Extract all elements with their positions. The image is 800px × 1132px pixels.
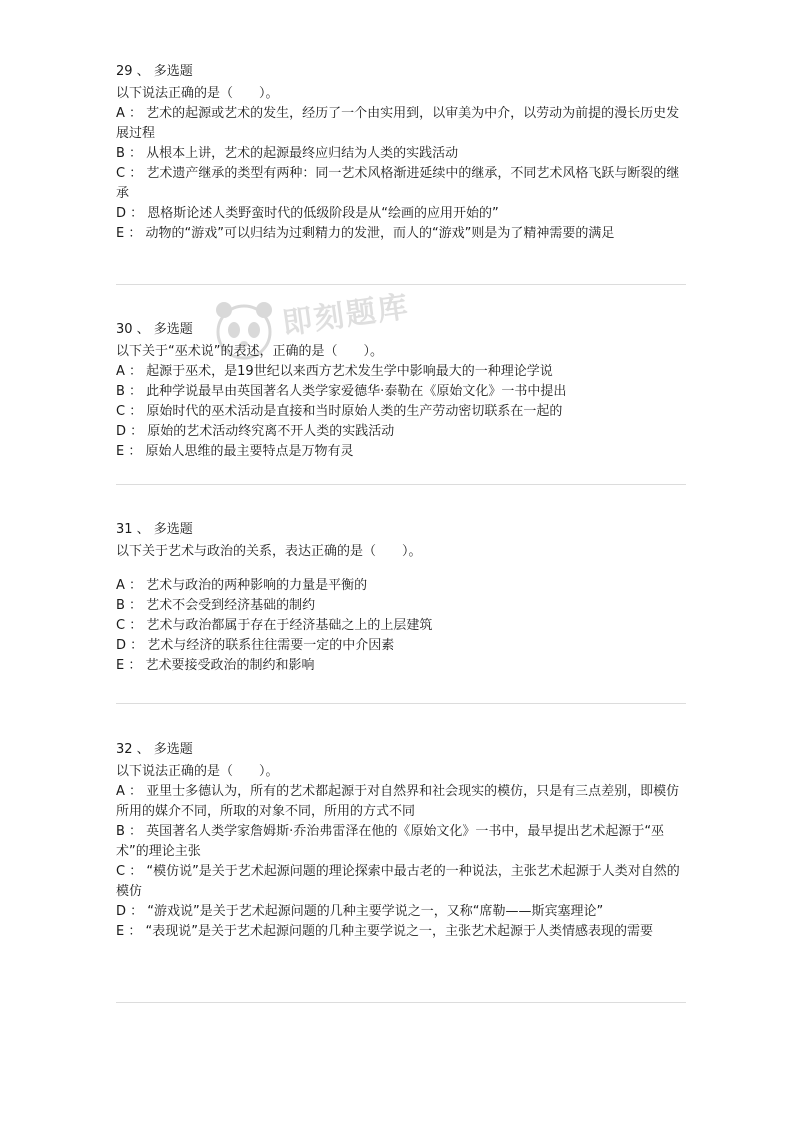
- option-d[interactable]: D ： 原始的艺术活动终究离不开人类的实践活动: [116, 424, 395, 439]
- watermark-text: 即刻题库: [280, 289, 412, 342]
- option-e[interactable]: E ： 动物的“游戏”可以归结为过剩精力的发泄，而人的“游戏”则是为了精神需要的满足: [116, 226, 615, 241]
- option-e[interactable]: E ： 艺术要接受政治的制约和影响: [116, 658, 315, 673]
- option-a[interactable]: A ： 艺术的起源或艺术的发生，经历了一个由实用到，以审美为中介，以劳动为前提的漫长历史发展过程: [116, 106, 680, 141]
- divider: [116, 484, 686, 485]
- option-e[interactable]: E ： “表现说”是关于艺术起源问题的几种主要学说之一，主张艺术起源于人类情感表现的需要: [116, 924, 653, 939]
- question-header: 31 、 多选题: [116, 522, 193, 537]
- question-header: 30 、 多选题: [116, 322, 193, 337]
- option-b[interactable]: B ： 此种学说最早由英国著名人类学家爱德华·泰勒在《原始文化》一书中提出: [116, 384, 567, 399]
- option-e[interactable]: E ： 原始人思维的最主要特点是万物有灵: [116, 444, 354, 459]
- option-c[interactable]: C ： 原始时代的巫术活动是直接和当时原始人类的生产劳动密切联系在一起的: [116, 404, 563, 419]
- question-30: [116, 320, 686, 462]
- question-prompt: 以下说法正确的是（ ）。: [116, 764, 279, 779]
- question-prompt: 以下关于“巫术说”的表述，正确的是（ ）。: [116, 344, 383, 359]
- divider: [116, 1002, 686, 1003]
- option-c[interactable]: C ： “模仿说”是关于艺术起源问题的理论探索中最古老的一种说法，主张艺术起源于人类对自然的模仿: [116, 864, 680, 899]
- question-header: 29 、 多选题: [116, 64, 193, 79]
- option-c[interactable]: C ： 艺术遗产继承的类型有两种：同一艺术风格渐进延续中的继承，不同艺术风格飞跃与断裂的继承: [116, 166, 680, 201]
- divider: [116, 703, 686, 704]
- option-d[interactable]: D ： 艺术与经济的联系往往需要一定的中介因素: [116, 638, 395, 653]
- question-31: [116, 520, 686, 676]
- divider: [116, 284, 686, 285]
- option-a[interactable]: A ： 起源于巫术，是19世纪以来西方艺术发生学中影响最大的一种理论学说: [116, 364, 553, 379]
- option-c[interactable]: C ： 艺术与政治都属于存在于经济基础之上的上层建筑: [116, 618, 433, 633]
- question-32: [116, 740, 686, 942]
- option-a[interactable]: A ： 亚里士多德认为，所有的艺术都起源于对自然界和社会现实的模仿，只是有三点差别，即模仿所用的媒介不同，所取的对象不同，所用的方式不同: [116, 784, 680, 819]
- question-header: 32 、 多选题: [116, 742, 193, 757]
- option-a[interactable]: A ： 艺术与政治的两种影响的力量是平衡的: [116, 578, 368, 593]
- option-b[interactable]: B ： 艺术不会受到经济基础的制约: [116, 598, 316, 613]
- question-prompt: 以下关于艺术与政治的关系，表达正确的是（ ）。: [116, 544, 422, 559]
- option-b[interactable]: B ： 英国著名人类学家詹姆斯·乔治弗雷泽在他的《原始文化》一书中，最早提出艺术起源于“巫术”的理论主张: [116, 824, 665, 859]
- option-d[interactable]: D ： “游戏说”是关于艺术起源问题的几种主要学说之一，又称“席勒——斯宾塞理论”: [116, 904, 604, 919]
- question-prompt: 以下说法正确的是（ ）。: [116, 86, 279, 101]
- option-d[interactable]: D ： 恩格斯论述人类野蛮时代的低级阶段是从“绘画的应用开始的”: [116, 206, 499, 221]
- option-b[interactable]: B ： 从根本上讲，艺术的起源最终应归结为人类的实践活动: [116, 146, 459, 161]
- question-29: [116, 62, 686, 244]
